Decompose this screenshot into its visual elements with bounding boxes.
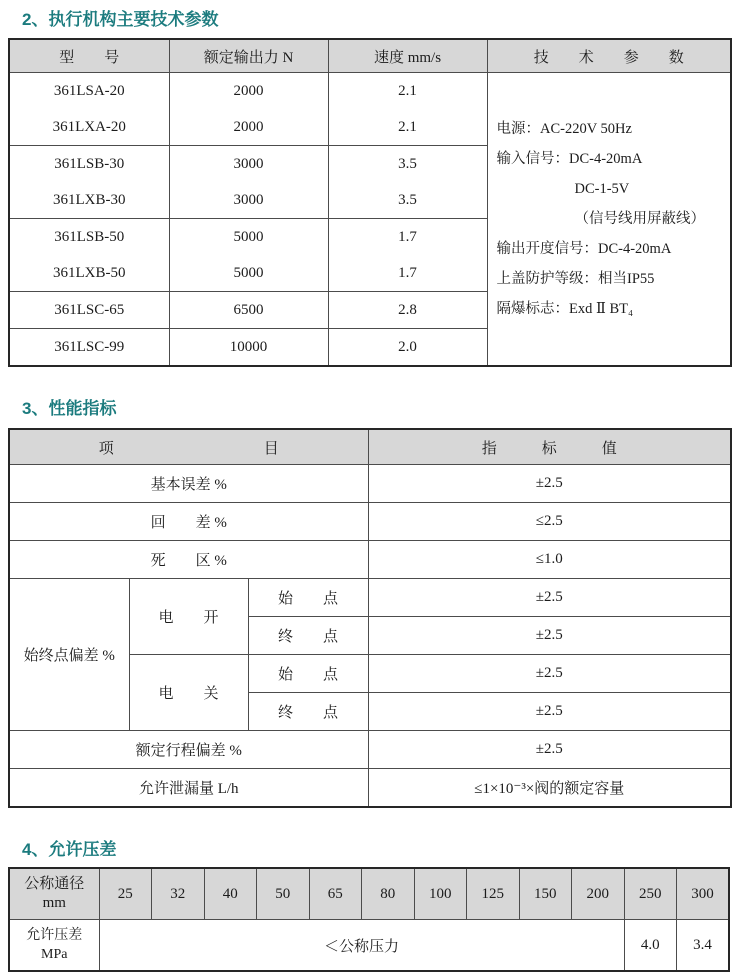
speed-cell: 2.8 [328,292,487,329]
model-cell: 361LSB-50 [9,219,169,256]
index-value-column-header: 指 标 值 [368,429,731,465]
tech-line-protection-class: 上盖防护等级：相当IP55 [496,271,655,287]
table-row [9,769,731,808]
model-column-header: 型 号 [9,39,169,73]
tech-line-output-signal: 输出开度信号：DC-4-20mA [496,241,672,257]
speed-column-header: 速度 mm/s [328,39,487,73]
speed-cell: 3.5 [328,182,487,219]
tech-line-power: 电源：AC-220V 50Hz [496,121,632,137]
speed-cell: 1.7 [328,255,487,292]
start-point-label-cell: 始 点 [248,579,368,617]
rated-travel-deviation-label-cell: 额定行程偏差 % [9,731,368,769]
size-header-cell: 300 [677,868,730,920]
performance-index-table [8,428,732,808]
allowed-leakage-label-cell: 允许泄漏量 L/h [9,769,368,808]
table-row [9,579,731,617]
size-header-cell: 100 [414,868,467,920]
allowed-pressure-diff-unit: MPa [41,947,68,962]
end-point-label-cell: 终 点 [248,693,368,731]
tech-line-explosion-proof: 隔爆标志：Exd Ⅱ BT₄ [496,301,634,317]
nominal-diameter-unit: mm [42,895,66,911]
table-row [9,465,731,503]
model-cell: 361LSB-30 [9,146,169,183]
tech-line-input-signal: 输入信号：DC-4-20mA [496,151,643,167]
force-cell: 5000 [169,255,328,292]
end-point-label-cell: 终 点 [248,617,368,655]
speed-cell: 1.7 [328,219,487,256]
model-cell: 361LSC-99 [9,329,169,367]
index-value-cell: ≤1×10⁻³×阀的额定容量 [368,769,731,808]
table-row [9,920,729,972]
start-end-deviation-label-cell: 始终点偏差 % [9,579,129,731]
force-cell: 6500 [169,292,328,329]
force-cell: 3000 [169,146,328,183]
model-cell: 361LXB-30 [9,182,169,219]
pressure-value-cell-300: 3.4 [677,920,730,972]
section-4-title: 4、允许压差 [22,840,117,859]
rated-force-column-header: 额定输出力 N [169,39,328,73]
size-header-cell: 40 [204,868,257,920]
size-header-cell: 200 [572,868,625,920]
nominal-diameter-header [9,868,99,920]
size-header-cell: 250 [624,868,677,920]
size-header-cell: 65 [309,868,362,920]
item-label-cell: 死 区 % [9,541,368,579]
index-value-cell: ±2.5 [368,693,731,731]
size-header-cell: 150 [519,868,572,920]
index-value-cell: ±2.5 [368,731,731,769]
pressure-value-cell-250: 4.0 [624,920,677,972]
size-header-cell: 125 [467,868,520,920]
actuator-table-header-row [9,39,731,73]
pressure-table-header-row [9,868,729,920]
table-row [9,731,731,769]
performance-table-header-row [9,429,731,465]
size-header-cell: 25 [99,868,152,920]
start-point-label-cell: 始 点 [248,655,368,693]
speed-cell: 2.1 [328,73,487,110]
actuator-specs-table [8,38,732,367]
table-row [9,503,731,541]
index-value-cell: ±2.5 [368,579,731,617]
index-value-cell: ≤1.0 [368,541,731,579]
force-cell: 5000 [169,219,328,256]
force-cell: 2000 [169,109,328,146]
tech-params-cell [487,73,731,367]
tech-params-column-header: 技 术 参 数 [487,39,731,73]
speed-cell: 3.5 [328,146,487,183]
electric-close-label-cell: 电 关 [129,655,248,731]
item-label-cell: 回 差 % [9,503,368,541]
allowed-pressure-diff-table [8,867,730,972]
speed-cell: 2.0 [328,329,487,367]
speed-cell: 2.1 [328,109,487,146]
allowed-pressure-diff-label-cell [9,920,99,972]
electric-open-label-cell: 电 开 [129,579,248,655]
section-2-title: 2、执行机构主要技术参数 [22,10,219,29]
item-label-cell: 基本误差 % [9,465,368,503]
model-cell: 361LSC-65 [9,292,169,329]
index-value-cell: ±2.5 [368,617,731,655]
nominal-pressure-span-cell: ＜公称压力 [99,920,624,972]
index-value-cell: ±2.5 [368,655,731,693]
table-row [9,73,731,110]
size-header-cell: 80 [362,868,415,920]
model-cell: 361LXA-20 [9,109,169,146]
model-cell: 361LSA-20 [9,73,169,110]
index-value-cell: ±2.5 [368,465,731,503]
index-value-cell: ≤2.5 [368,503,731,541]
model-cell: 361LXB-50 [9,255,169,292]
size-header-cell: 32 [152,868,205,920]
tech-line-shielded-wire: （信号线用屏蔽线） [574,211,705,227]
force-cell: 2000 [169,73,328,110]
force-cell: 10000 [169,329,328,367]
force-cell: 3000 [169,182,328,219]
nominal-diameter-label: 公称通径 [24,876,85,892]
tech-line-input-signal-2: DC-1-5V [574,181,630,197]
allowed-pressure-diff-label: 允许压差 [26,928,83,943]
item-column-header: 项 目 [9,429,368,465]
section-3-title: 3、性能指标 [22,399,117,418]
size-header-cell: 50 [257,868,310,920]
table-row [9,541,731,579]
